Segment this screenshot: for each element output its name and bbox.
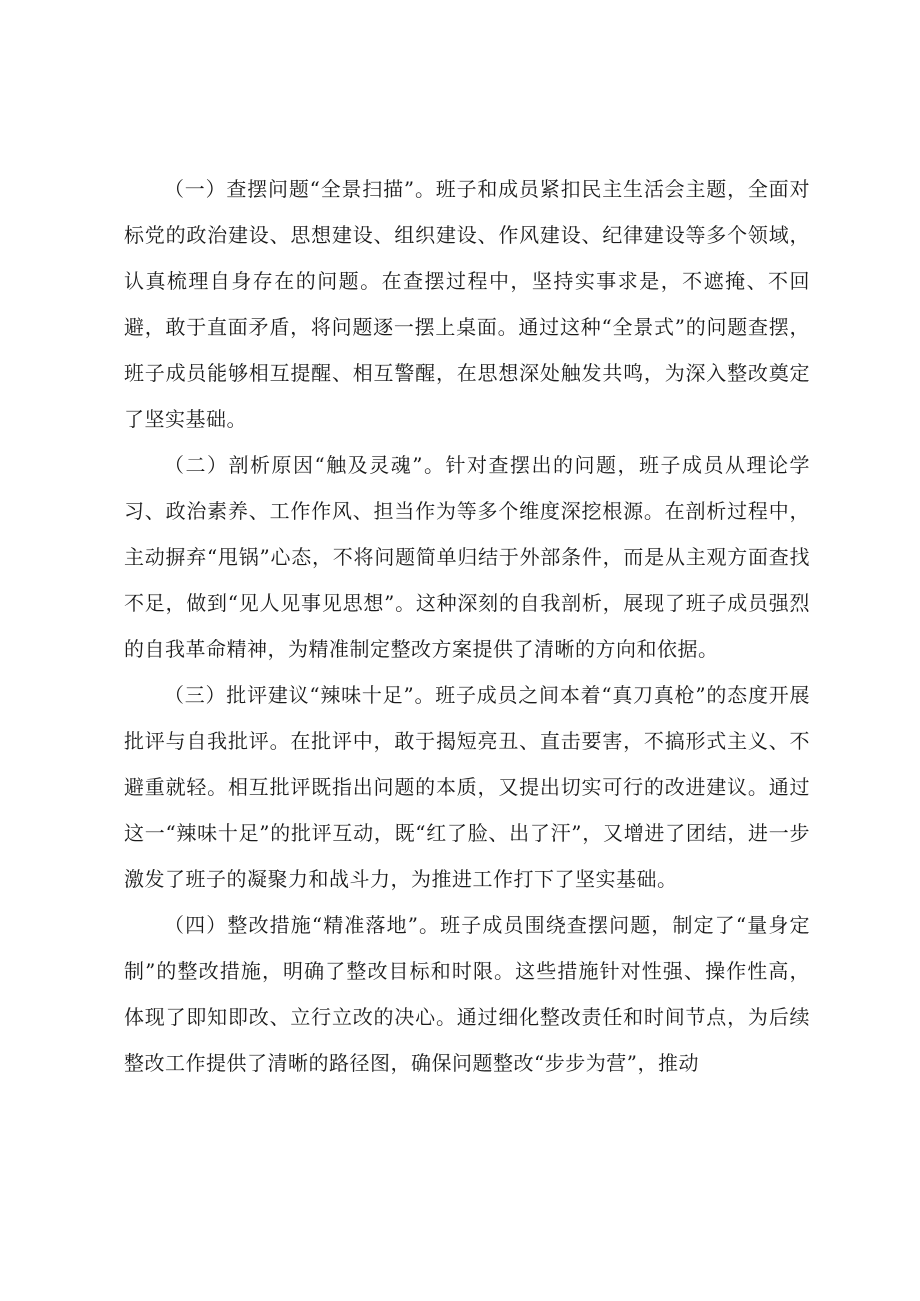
document-body [124, 166, 810, 1086]
paragraph-2: （二）剖析原因“触及灵魂”。针对查摆出的问题，班子成员从理论学习、政治素养、工作作风、担当作为等多个维度深挖根源。在剖析过程中，主动摒弃“甩锅”心态，不将问题简单归结于外部条件，而是从主观方面查找不足，做到“见人见事见思想”。这种深刻的自我剖析，展现了班子成员强烈的自我革命精神，为精准制定整改方案提供了清晰的方向和依据。 [124, 453, 810, 661]
paragraph-3: （三）批评建议“辣味十足”。班子成员之间本着“真刀真枪”的态度开展批评与自我批评。在批评中，敢于揭短亮丑、直击要害，不搞形式主义、不避重就轻。相互批评既指出问题的本质，又提出切实可行的改进建议。通过这一“辣味十足”的批评互动，既“红了脸、出了汗”，又增进了团结，进一步激发了班子的凝聚力和战斗力，为推进工作打下了坚实基础。 [124, 683, 810, 891]
paragraph-1: （一）查摆问题“全景扫描”。班子和成员紧扣民主生活会主题，全面对标党的政治建设、思想建设、组织建设、作风建设、纪律建设等多个领域，认真梳理自身存在的问题。在查摆过程中，坚持实事求是，不遮掩、不回避，敢于直面矛盾，将问题逐一摆上桌面。通过这种“全景式”的问题查摆，班子成员能够相互提醒、相互警醒，在思想深处触发共鸣，为深入整改奠定了坚实基础。 [124, 177, 810, 431]
paragraph-4: （四）整改措施“精准落地”。班子成员围绕查摆问题，制定了“量身定制”的整改措施，明确了整改目标和时限。这些措施针对性强、操作性高，体现了即知即改、立行立改的决心。通过细化整改责任和时间节点，为后续整改工作提供了清晰的路径图，确保问题整改“步步为营”，推动 [124, 913, 810, 1075]
